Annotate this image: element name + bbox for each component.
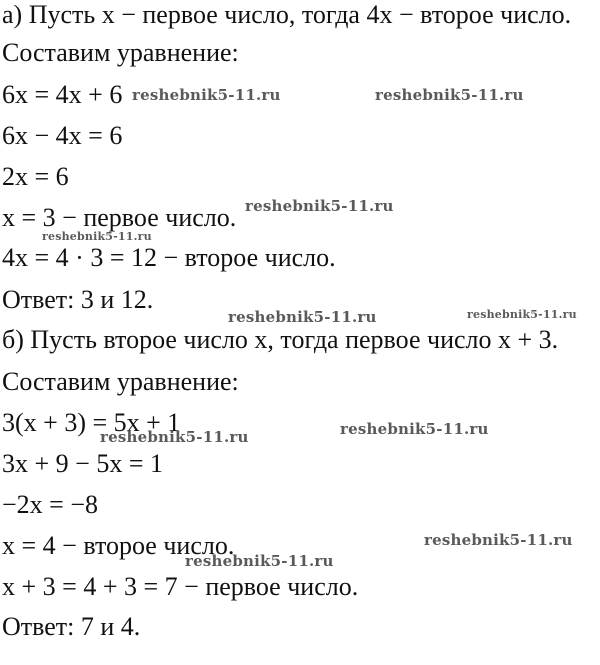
watermark: reshebnik5-11.ru [100, 428, 249, 446]
line-b-equation-heading: Составим уравнение: [2, 367, 239, 396]
line-a-second-number: 4x = 4 · 3 = 12 − второе число. [2, 243, 336, 272]
line-b-step-2: −2x = −8 [2, 490, 98, 519]
line-a-first-number: x = 3 − первое число. [2, 203, 237, 232]
watermark: reshebnik5-11.ru [245, 197, 394, 215]
line-a-equation-heading: Составим уравнение: [2, 38, 239, 67]
line-b-equation: 3(x + 3) = 5x + 1 [2, 408, 181, 437]
line-a-intro: а) Пусть x − первое число, тогда 4x − второе число. [2, 0, 572, 29]
line-b-first-number: x + 3 = 4 + 3 = 7 − первое число. [2, 572, 359, 601]
line-a-equation: 6x = 4x + 6 [2, 80, 123, 109]
line-b-answer: Ответ: 7 и 4. [2, 612, 141, 641]
watermark: reshebnik5-11.ru [42, 230, 152, 243]
line-a-answer: Ответ: 3 и 12. [2, 285, 154, 314]
watermark: reshebnik5-11.ru [228, 308, 377, 326]
line-b-second-number: x = 4 − второе число. [2, 531, 235, 560]
line-b-intro: б) Пусть второе число x, тогда первое число x + 3. [2, 325, 559, 354]
watermark: reshebnik5-11.ru [375, 86, 524, 104]
watermark: reshebnik5-11.ru [467, 308, 577, 321]
line-b-step-1: 3x + 9 − 5x = 1 [2, 449, 163, 478]
watermark: reshebnik5-11.ru [340, 420, 489, 438]
watermark: reshebnik5-11.ru [424, 531, 573, 549]
watermark: reshebnik5-11.ru [132, 86, 281, 104]
line-a-step-2: 2x = 6 [2, 162, 69, 191]
line-a-step-1: 6x − 4x = 6 [2, 121, 123, 150]
watermark: reshebnik5-11.ru [185, 552, 334, 570]
